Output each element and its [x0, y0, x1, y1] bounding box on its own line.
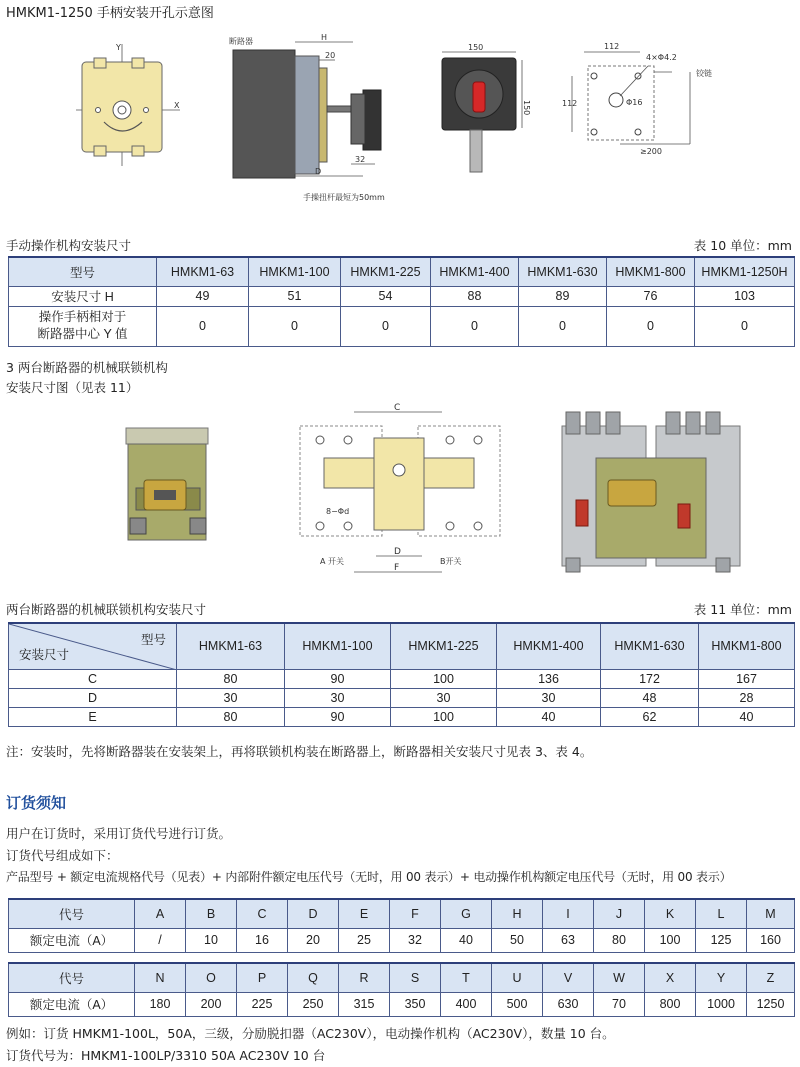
- table10-model-header: HMKM1-400: [431, 257, 519, 286]
- phi16-label: Φ16: [626, 98, 643, 107]
- table-cell: 0: [607, 306, 695, 346]
- table-cell: R: [339, 963, 390, 992]
- table-cell: 103: [695, 286, 795, 306]
- section3-subtitle: 安装尺寸图（见表 11）: [6, 380, 139, 395]
- row-label: E: [9, 707, 177, 726]
- section3-title: 3 两台断路器的机械联锁机构: [6, 360, 168, 375]
- table-cell: 125: [696, 928, 747, 952]
- current-code-table-b: [8, 962, 795, 1017]
- table-cell: 49: [157, 286, 249, 306]
- dim-20-label: 20: [325, 51, 336, 60]
- table-cell: 76: [607, 286, 695, 306]
- table-cell: L: [696, 899, 747, 928]
- table-cell: P: [237, 963, 288, 992]
- table-cell: K: [645, 899, 696, 928]
- table11-model-header: HMKM1-225: [391, 623, 497, 669]
- table-cell: 30: [391, 688, 497, 707]
- table10-model-header: HMKM1-225: [341, 257, 431, 286]
- table-cell: 180: [135, 992, 186, 1016]
- table-cell: 136: [497, 669, 601, 688]
- table-row: [9, 707, 795, 726]
- table-row: [9, 992, 795, 1016]
- table-cell: 200: [186, 992, 237, 1016]
- section-title-handle-mounting: HMKM1-1250 手柄安装开孔示意图: [6, 6, 214, 21]
- table-cell: 225: [237, 992, 288, 1016]
- interlock-dimension-diagram: [290, 398, 510, 578]
- table-cell: 0: [519, 306, 607, 346]
- hinge-label: 铰链: [696, 69, 712, 78]
- table-cell: F: [390, 899, 441, 928]
- table-cell: 800: [645, 992, 696, 1016]
- table-cell: C: [237, 899, 288, 928]
- row-label-line: 断路器中心 Y 值: [37, 327, 128, 341]
- table-cell: S: [390, 963, 441, 992]
- table10-model-header: HMKM1-800: [607, 257, 695, 286]
- dim-150-width-label: 150: [468, 44, 484, 52]
- holes-spec-label: 8−Φd: [326, 507, 350, 516]
- installation-note: 注：安装时，先将断路器装在安装架上，再将联锁机构装在断路器上，断路器相关安装尺寸见表 3、表 4。: [6, 744, 593, 759]
- current-code-table-a: [8, 898, 795, 953]
- row-label: 额定电流（A）: [9, 992, 135, 1016]
- axis-x-label: X: [174, 101, 180, 110]
- table-cell: 88: [431, 286, 519, 306]
- table-cell: G: [441, 899, 492, 928]
- table-cell: 0: [157, 306, 249, 346]
- row-label: 代号: [9, 899, 135, 928]
- table-cell: 32: [390, 928, 441, 952]
- handle-front-view-diagram: [432, 44, 532, 174]
- row-label: 额定电流（A）: [9, 928, 135, 952]
- table10-model-header: HMKM1-630: [519, 257, 607, 286]
- table-cell: 25: [339, 928, 390, 952]
- table-cell: 50: [492, 928, 543, 952]
- row-label: 代号: [9, 963, 135, 992]
- table-cell: X: [645, 963, 696, 992]
- table-row: [9, 928, 795, 952]
- dim-112-height-label: 112: [562, 99, 578, 108]
- table-cell: 167: [699, 669, 795, 688]
- table11-caption: 两台断路器的机械联锁机构安装尺寸: [6, 602, 207, 617]
- table-cell: 20: [288, 928, 339, 952]
- breaker-label: 断路器: [229, 37, 253, 46]
- table-cell: 315: [339, 992, 390, 1016]
- dim-32-label: 32: [355, 155, 366, 164]
- row-label: D: [9, 688, 177, 707]
- table-cell: 16: [237, 928, 288, 952]
- table-row: [9, 688, 795, 707]
- axis-y-label: Y: [116, 43, 121, 52]
- table-cell: /: [135, 928, 186, 952]
- table-cell: 62: [601, 707, 699, 726]
- table-row: [9, 669, 795, 688]
- row-label: 安装尺寸 H: [9, 286, 157, 306]
- table-cell: M: [747, 899, 795, 928]
- row-label-line: 操作手柄相对于: [38, 310, 127, 324]
- table-cell: 30: [177, 688, 285, 707]
- ordering-code-formula: 产品型号 + 额定电流规格代号（见表）+ 内部附件额定电压代号（无时，用 00 表示）+ 电动操作机构额定电压代号（无时，用 00 表示）: [6, 870, 732, 884]
- table-cell: B: [186, 899, 237, 928]
- table-cell: 250: [288, 992, 339, 1016]
- table-row: [9, 963, 795, 992]
- table10-manual-mechanism-dimensions: [8, 256, 795, 347]
- table10-model-header: HMKM1-100: [249, 257, 341, 286]
- table-cell: A: [135, 899, 186, 928]
- table-cell: O: [186, 963, 237, 992]
- table11-model-header: HMKM1-800: [699, 623, 795, 669]
- table-cell: 80: [594, 928, 645, 952]
- table11-model-header: HMKM1-630: [601, 623, 699, 669]
- breaker-side-view-diagram: [225, 28, 400, 208]
- table-cell: 1000: [696, 992, 747, 1016]
- table-cell: 80: [177, 669, 285, 688]
- table-cell: 90: [285, 707, 391, 726]
- table-cell: 10: [186, 928, 237, 952]
- table-cell: 0: [341, 306, 431, 346]
- ordering-intro-line: 订货代号组成如下：: [6, 848, 119, 863]
- table-cell: J: [594, 899, 645, 928]
- holes-spec-label: 4×Φ4.2: [646, 53, 677, 62]
- dim-f-label: F: [394, 563, 400, 573]
- table-row: [9, 899, 795, 928]
- table-cell: 160: [747, 928, 795, 952]
- table-cell: 54: [341, 286, 431, 306]
- table-cell: 0: [695, 306, 795, 346]
- table-cell: W: [594, 963, 645, 992]
- table-cell: V: [543, 963, 594, 992]
- table10-header-label: 型号: [9, 257, 157, 286]
- table-cell: U: [492, 963, 543, 992]
- ordering-example-result: 订货代号为：HMKM1-100LP/3310 50A AC230V 10 台: [6, 1048, 326, 1063]
- table-cell: 51: [249, 286, 341, 306]
- table-cell: 0: [249, 306, 341, 346]
- table-cell: 63: [543, 928, 594, 952]
- dim-c-label: C: [394, 403, 401, 413]
- table11-model-header: HMKM1-100: [285, 623, 391, 669]
- handle-mounting-plate-diagram: [70, 40, 190, 170]
- ordering-section-title: 订货须知: [6, 794, 67, 812]
- switch-a-label: A 开关: [320, 557, 345, 566]
- table-cell: H: [492, 899, 543, 928]
- table-cell: Z: [747, 963, 795, 992]
- table-cell: 90: [285, 669, 391, 688]
- table-cell: 40: [441, 928, 492, 952]
- table-cell: 40: [497, 707, 601, 726]
- table-cell: 89: [519, 286, 607, 306]
- table10-caption: 手动操作机构安装尺寸: [6, 238, 132, 253]
- table-cell: 400: [441, 992, 492, 1016]
- table11-interlock-dimensions: [8, 622, 795, 727]
- table11-model-header: HMKM1-63: [177, 623, 285, 669]
- table-cell: I: [543, 899, 594, 928]
- min-length-caption: 手操扭杆最短为50mm: [303, 193, 385, 202]
- ordering-example: 例如：订货 HMKM1-100L，50A，三级，分励脱扣器（AC230V），电动操作机构（AC230V），数量 10 台。: [6, 1026, 615, 1041]
- table-cell: 70: [594, 992, 645, 1016]
- table-cell: 100: [391, 707, 497, 726]
- panel-hole-pattern-diagram: [560, 38, 730, 156]
- switch-b-label: B开关: [440, 557, 462, 566]
- breakers-with-interlock-photo: [556, 408, 752, 578]
- table-cell: 172: [601, 669, 699, 688]
- table-cell: N: [135, 963, 186, 992]
- table-cell: T: [441, 963, 492, 992]
- table-cell: 30: [285, 688, 391, 707]
- table-cell: 80: [177, 707, 285, 726]
- table10-model-header: HMKM1-1250H: [695, 257, 795, 286]
- table-cell: 0: [431, 306, 519, 346]
- table11-model-header: HMKM1-400: [497, 623, 601, 669]
- corner-bottom-label: 安装尺寸: [19, 647, 70, 662]
- table-cell: 40: [699, 707, 795, 726]
- dim-h-label: H: [321, 33, 328, 42]
- table10-model-header: HMKM1-63: [157, 257, 249, 286]
- table-cell: 48: [601, 688, 699, 707]
- table-cell: 350: [390, 992, 441, 1016]
- table-row: [9, 286, 795, 306]
- table-cell: 30: [497, 688, 601, 707]
- row-label: C: [9, 669, 177, 688]
- table-cell: 100: [391, 669, 497, 688]
- dim-112-width-label: 112: [604, 42, 620, 51]
- table-cell: 630: [543, 992, 594, 1016]
- dim-d-label: D: [315, 167, 322, 176]
- corner-top-label: 型号: [140, 633, 166, 647]
- table-cell: E: [339, 899, 390, 928]
- row-label: [9, 306, 157, 346]
- table-cell: 500: [492, 992, 543, 1016]
- ordering-intro-line: 用户在订货时，采用订货代号进行订货。: [6, 826, 232, 841]
- table-cell: 100: [645, 928, 696, 952]
- dim-d-label: D: [394, 547, 401, 557]
- table10-unit-note: 表 10 单位：mm: [693, 238, 792, 253]
- table-cell: Q: [288, 963, 339, 992]
- table-cell: 1250: [747, 992, 795, 1016]
- table-row: [9, 306, 795, 346]
- dim-150-height-label: 150: [522, 100, 531, 116]
- table11-unit-note: 表 11 单位：mm: [693, 602, 792, 617]
- interlock-mechanism-photo: [118, 418, 218, 548]
- table-cell: Y: [696, 963, 747, 992]
- table-cell: 28: [699, 688, 795, 707]
- min-200-label: ≥200: [640, 147, 662, 156]
- table11-corner-header: [9, 623, 177, 669]
- table-cell: D: [288, 899, 339, 928]
